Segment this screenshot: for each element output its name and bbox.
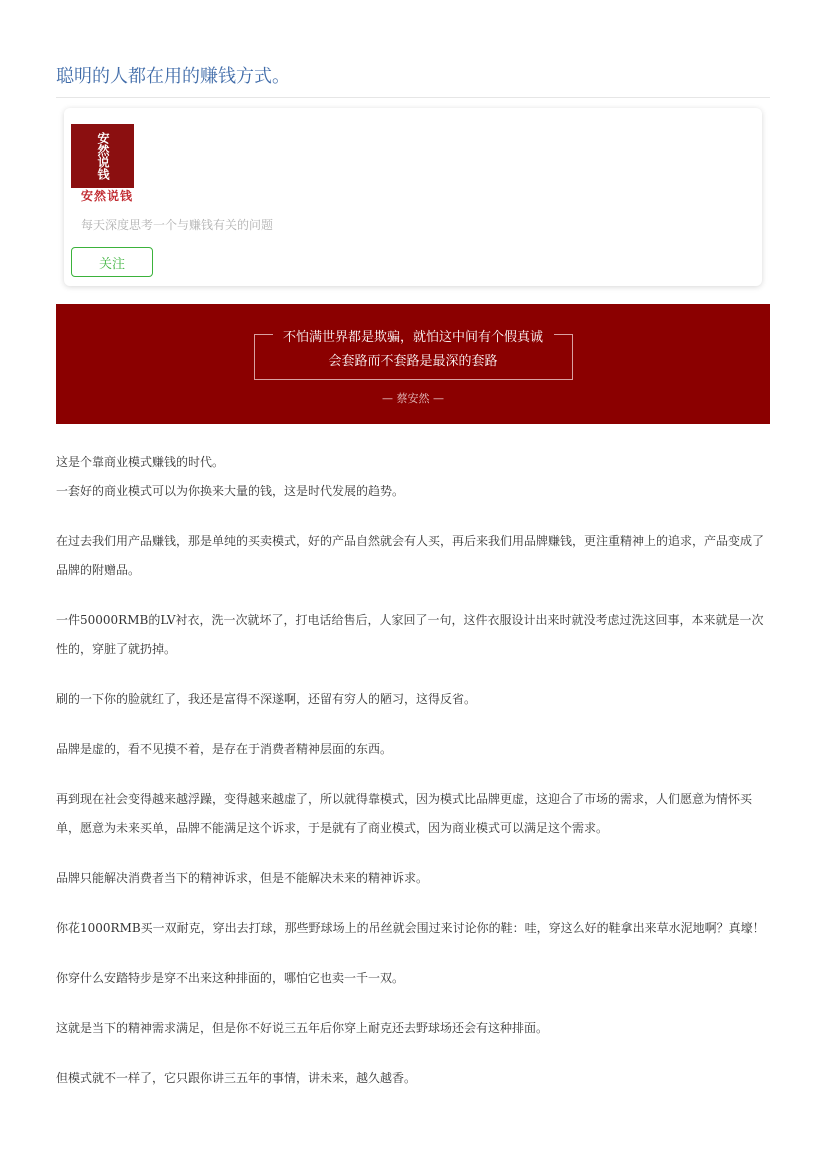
- paragraph: 品牌只能解决消费者当下的精神诉求，但是不能解决未来的精神诉求。: [56, 871, 429, 885]
- article-title: 聪明的人都在用的赚钱方式。: [56, 64, 770, 98]
- paragraph: 这就是当下的精神需求满足，但是你不好说三五年后你穿上耐克还去野球场还会有这种排面。: [56, 1021, 549, 1035]
- paragraph: 一件50000RMB的LV衬衣，洗一次就坏了，打电话给售后，人家回了一句，这件衣服设计出来时就没考虑过洗这回事，本来就是一次性的，穿脏了就扔掉。: [56, 613, 764, 656]
- paragraph: 你穿什么安踏特步是穿不出来这种排面的，哪怕它也卖一千一双。: [56, 971, 405, 985]
- paragraph: 在过去我们用产品赚钱，那是单纯的买卖模式，好的产品自然就会有人买，再后来我们用品牌赚钱，更注重精神上的追求，产品变成了品牌的附赠品。: [56, 534, 765, 577]
- paragraph: 刷的一下你的脸就红了，我还是富得不深遂啊，还留有穷人的陋习，这得反省。: [56, 692, 477, 706]
- paragraph: 但模式就不一样了，它只跟你讲三五年的事情，讲未来，越久越香。: [56, 1071, 417, 1085]
- paragraph: 再到现在社会变得越来越浮躁，变得越来越虚了，所以就得靠模式，因为模式比品牌更虚，这迎合了市场的需求，人们愿意为情怀买单，愿意为未来买单，品牌不能满足这个诉求，于是就有了商业模式，因为商业模式可以满足这个需求。: [56, 792, 753, 835]
- quote-author: — 蔡安然 —: [382, 392, 444, 405]
- quote-line-2: 会套路而不套路是最深的套路: [328, 354, 498, 369]
- account-avatar[interactable]: 安然说钱: [71, 124, 134, 188]
- account-card: [64, 108, 762, 286]
- article-body: [56, 448, 770, 1114]
- account-name[interactable]: 安然说钱: [81, 189, 134, 203]
- paragraph: 这是个靠商业模式赚钱的时代。: [56, 455, 225, 469]
- follow-button[interactable]: 关注: [71, 247, 153, 277]
- account-description: 每天深度思考一个与赚钱有关的问题: [81, 218, 274, 232]
- paragraph: 品牌是虚的，看不见摸不着，是存在于消费者精神层面的东西。: [56, 742, 393, 756]
- quote-line-1: 不怕满世界都是欺骗，就怕这中间有个假真诚: [282, 330, 543, 345]
- paragraph: 你花1000RMB买一双耐克，穿出去打球，那些野球场上的吊丝就会围过来讨论你的鞋：哇，穿这么好的鞋拿出来草水泥地啊？真壕！: [56, 921, 765, 935]
- quote-banner: [56, 304, 770, 424]
- paragraph: 一套好的商业模式可以为你换来大量的钱，这是时代发展的趋势。: [56, 484, 405, 498]
